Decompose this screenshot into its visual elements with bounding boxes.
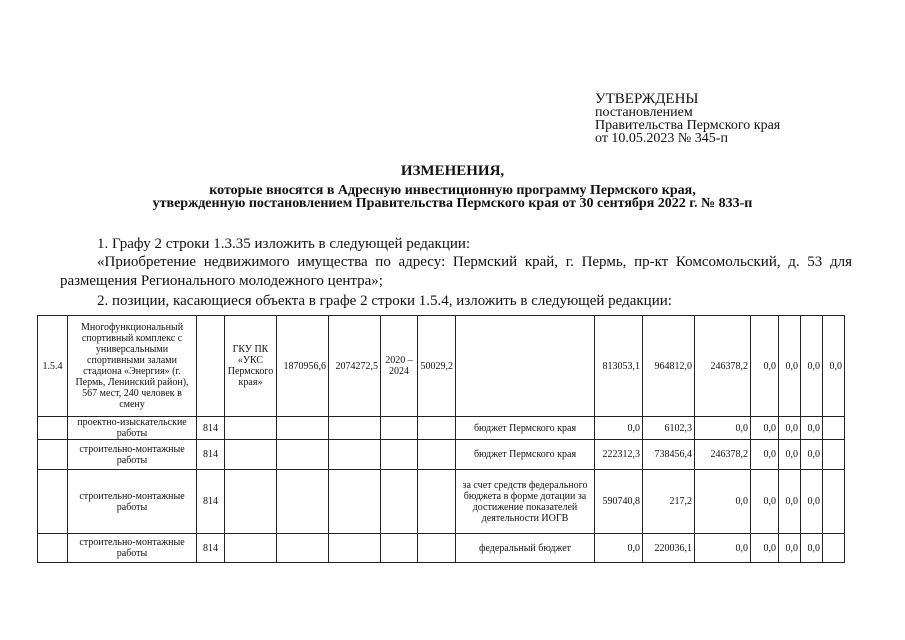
value-cell: 0,0: [801, 417, 823, 440]
value-cell: 246378,2: [695, 316, 751, 417]
value-cell: 0,0: [751, 417, 779, 440]
source-cell: [456, 316, 595, 417]
source-cell: бюджет Пермского края: [456, 440, 595, 470]
empty-cell: [381, 440, 418, 470]
empty-cell: [823, 470, 845, 534]
value-cell: 0,0: [695, 417, 751, 440]
value-cell: 217,2: [643, 470, 695, 534]
value-cell: 0,0: [695, 470, 751, 534]
empty-cell: [225, 470, 277, 534]
value-cell: 0,0: [595, 417, 643, 440]
value-cell: 0,0: [779, 440, 801, 470]
empty-cell: [823, 440, 845, 470]
approval-line: постановлением: [595, 105, 693, 120]
empty-cell: [329, 470, 381, 534]
object-name: строительно-монтажные работы: [68, 440, 197, 470]
empty-cell: [418, 440, 456, 470]
subtitle-line: утвержденную постановлением Правительства Пермского края от 30 сентября 2022 г. № 833-п: [152, 196, 753, 211]
empty-cell: [277, 440, 329, 470]
code-cell: 814: [197, 440, 225, 470]
value-cell: 0,0: [779, 417, 801, 440]
empty-cell: [277, 534, 329, 563]
value-cell: 0,0: [801, 470, 823, 534]
empty-cell: [329, 440, 381, 470]
paragraph-1: 1. Графу 2 строки 1.3.35 изложить в следующей редакции:: [97, 236, 471, 252]
empty-cell: [418, 534, 456, 563]
object-name: строительно-монтажные работы: [68, 470, 197, 534]
value-cell: 0,0: [751, 470, 779, 534]
empty-cell: [225, 417, 277, 440]
source-cell: за счет средств федерального бюджета в форме дотации за достижение показателей деятельности ИОГВ: [456, 470, 595, 534]
table-row-main: [38, 316, 845, 417]
subtitle-line: которые вносятся в Адресную инвестиционную программу Пермского края,: [209, 183, 696, 198]
value-cell: 0,0: [823, 316, 845, 417]
value-cell: 0,0: [751, 440, 779, 470]
value-cell: 0,0: [751, 316, 779, 417]
value-cell: 246378,2: [695, 440, 751, 470]
value-cell: 0,0: [595, 534, 643, 563]
document-title: ИЗМЕНЕНИЯ,: [400, 163, 505, 179]
value-cell: 0,0: [779, 316, 801, 417]
value-cell: 50029,2: [418, 316, 456, 417]
object-name: Многофункциональный спортивный комплекс с универсальными спортивными залами стадиона «Энергия» (г. Пермь, Ленинский район), 567 мест, 240 человек в смену: [68, 316, 197, 417]
empty-cell: [381, 417, 418, 440]
object-name: строительно-монтажные работы: [68, 534, 197, 563]
empty-cell: [38, 470, 68, 534]
empty-cell: [225, 440, 277, 470]
empty-cell: [277, 417, 329, 440]
value-cell: 0,0: [801, 440, 823, 470]
program-table: [37, 315, 845, 563]
value-cell: 220036,1: [643, 534, 695, 563]
value-cell: 0,0: [695, 534, 751, 563]
value-cell: 813053,1: [595, 316, 643, 417]
empty-cell: [381, 470, 418, 534]
paragraph-2: 2. позиции, касающиеся объекта в графе 2 строки 1.5.4, изложить в следующей редакции:: [97, 293, 672, 309]
value-cell: 2074272,5: [329, 316, 381, 417]
empty-cell: [823, 534, 845, 563]
object-name: проектно-изыскательские работы: [68, 417, 197, 440]
code-cell: 814: [197, 470, 225, 534]
quote-paragraph: «Приобретение недвижимого имущества по адресу: Пермский край, г. Пермь, пр-кт Комсомольский, д. 53 для размещения Регионального молодежного центра»;: [60, 254, 852, 289]
code-cell: 814: [197, 534, 225, 563]
empty-cell: [329, 534, 381, 563]
table-row: [38, 440, 845, 470]
value-cell: 738456,4: [643, 440, 695, 470]
document-subtitle: [0, 184, 905, 210]
value-cell: 0,0: [751, 534, 779, 563]
value-cell: 0,0: [779, 470, 801, 534]
empty-cell: [329, 417, 381, 440]
value-cell: 590740,8: [595, 470, 643, 534]
value-cell: 6102,3: [643, 417, 695, 440]
approval-line: Правительства Пермского края: [595, 118, 781, 133]
value-cell: 0,0: [801, 316, 823, 417]
source-cell: бюджет Пермского края: [456, 417, 595, 440]
value-cell: 1870956,6: [277, 316, 329, 417]
code-cell: [197, 316, 225, 417]
customer-cell: ГКУ ПК «УКС Пермского края»: [225, 316, 277, 417]
source-cell: федеральный бюджет: [456, 534, 595, 563]
approval-heading: УТВЕРЖДЕНЫ: [595, 91, 699, 107]
empty-cell: [823, 417, 845, 440]
empty-cell: [38, 417, 68, 440]
table-row: [38, 417, 845, 440]
table-row: [38, 470, 845, 534]
empty-cell: [418, 417, 456, 440]
value-cell: 0,0: [801, 534, 823, 563]
period-cell: 2020 – 2024: [381, 316, 418, 417]
empty-cell: [418, 470, 456, 534]
empty-cell: [38, 534, 68, 563]
empty-cell: [381, 534, 418, 563]
value-cell: 964812,0: [643, 316, 695, 417]
value-cell: 222312,3: [595, 440, 643, 470]
empty-cell: [277, 470, 329, 534]
empty-cell: [225, 534, 277, 563]
empty-cell: [38, 440, 68, 470]
value-cell: 0,0: [779, 534, 801, 563]
row-number: 1.5.4: [38, 316, 68, 417]
table-row: [38, 534, 845, 563]
code-cell: 814: [197, 417, 225, 440]
approval-block: [595, 93, 780, 145]
approval-date: от 10.05.2023 № 345-п: [595, 131, 728, 146]
